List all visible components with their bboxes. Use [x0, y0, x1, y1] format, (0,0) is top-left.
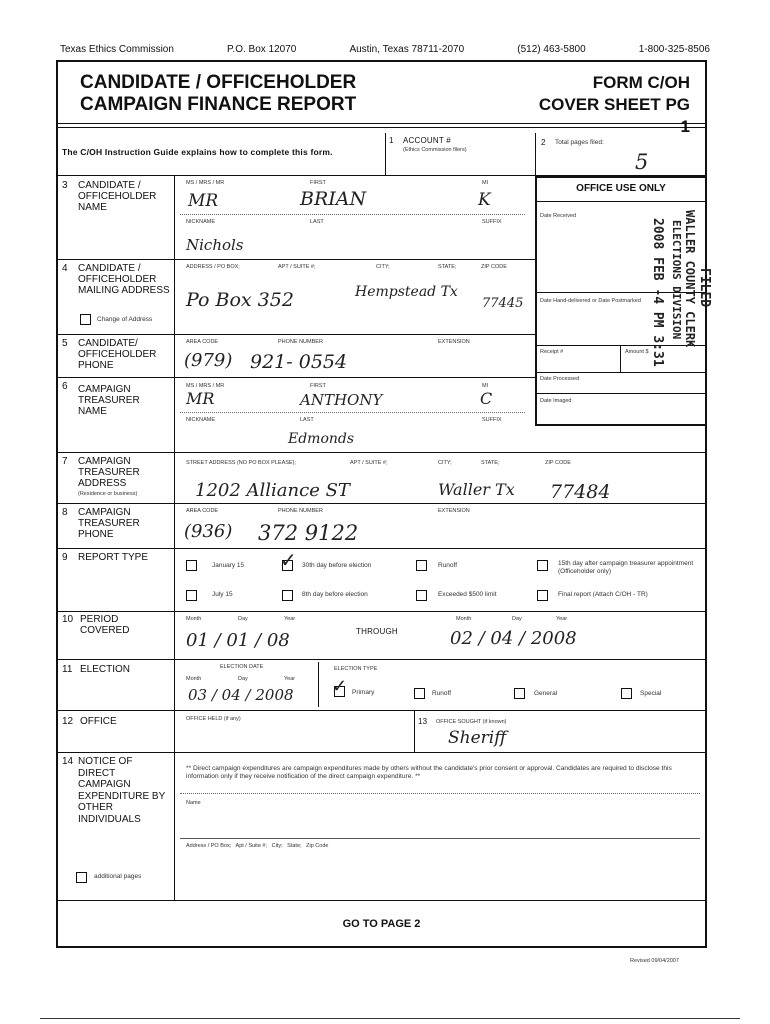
s9-day8: 8th day before election — [302, 591, 368, 598]
s6-mi: MI — [482, 383, 489, 389]
agency-phone: (512) 463-5800 — [517, 44, 586, 55]
rule — [174, 175, 175, 900]
s8-phone: PHONE NUMBER — [278, 508, 323, 514]
s14-additional: additional pages — [94, 873, 142, 880]
s11-day: Day — [238, 676, 248, 682]
s14-label: NOTICE OF DIRECT CAMPAIGN EXPENDITURE BY OTHER INDIVIDUALS — [78, 756, 166, 825]
top-header — [60, 44, 710, 55]
pages-num: 2 — [541, 138, 546, 147]
change-address-checkbox[interactable] — [80, 314, 91, 325]
s6-first: FIRST — [310, 383, 326, 389]
s11-runoff: Runoff — [432, 690, 452, 697]
s11-type: ELECTION TYPE — [334, 666, 378, 672]
rule — [56, 334, 535, 335]
s10-through: THROUGH — [356, 627, 398, 636]
s10-month: Month — [186, 616, 202, 622]
s10-month2: Month — [456, 616, 472, 622]
s8-phone-value: 372 9122 — [258, 521, 359, 545]
s11-label: ELECTION — [80, 664, 131, 675]
account-label: ACCOUNT # — [403, 136, 451, 145]
s10-year2: Year — [556, 616, 568, 622]
title-line2: CAMPAIGN FINANCE REPORT — [80, 94, 357, 115]
s6-num: 6 — [62, 381, 68, 392]
amount-label: Amount $ — [625, 349, 649, 355]
s3-suffix: SUFFIX — [482, 219, 502, 225]
rule — [56, 503, 707, 504]
s14-address: Address / PO Box; Apt / Suite #; City; State; Zip Code — [186, 843, 329, 849]
s3-first: FIRST — [310, 180, 326, 186]
s12-held: OFFICE HELD (if any) — [186, 716, 241, 722]
final-checkbox[interactable] — [537, 590, 548, 601]
s9-runoff: Runoff — [438, 562, 458, 569]
s4-label: CANDIDATE / OFFICEHOLDER MAILING ADDRESS — [78, 263, 170, 296]
rule — [56, 259, 535, 260]
s11-date: ELECTION DATE — [220, 664, 264, 670]
filed-stamp-office2: ELECTIONS DIVISION — [670, 220, 683, 340]
rule — [56, 659, 707, 660]
agency-name: Texas Ethics Commission — [60, 44, 174, 55]
filed-stamp-filed: FILED — [697, 268, 712, 308]
special-checkbox[interactable] — [621, 688, 632, 699]
s8-area: AREA CODE — [186, 508, 219, 514]
rule — [180, 412, 525, 413]
s9-label: REPORT TYPE — [78, 552, 149, 563]
s9-day15: 15th day after campaign treasurer appointment (Officeholder only) — [558, 560, 694, 575]
s6-nickname: NICKNAME — [186, 417, 216, 423]
s10-day2: Day — [512, 616, 522, 622]
s4-change: Change of Address — [97, 316, 153, 323]
s5-phone: PHONE NUMBER — [278, 339, 323, 345]
s6-last: LAST — [300, 417, 314, 423]
s9-day30: 30th day before election — [302, 562, 372, 569]
rule — [56, 452, 707, 453]
s6-first-value: ANTHONY — [300, 391, 383, 409]
go-to-page-2: GO TO PAGE 2 — [342, 918, 421, 930]
day8-checkbox[interactable] — [282, 590, 293, 601]
s4-zip-value: 77445 — [482, 296, 524, 311]
s3-label: CANDIDATE / OFFICEHOLDER NAME — [78, 180, 157, 213]
rule — [620, 345, 621, 372]
s11-month: Month — [186, 676, 202, 682]
s8-num: 8 — [62, 507, 68, 518]
form-id — [530, 72, 690, 138]
s11-year: Year — [284, 676, 296, 682]
instruction-text: The C/OH Instruction Guide explains how to complete this form. — [62, 147, 333, 157]
rule — [180, 214, 525, 215]
s4-zip: ZIP CODE — [481, 264, 507, 270]
s9-exceeded: Exceeded $500 limit — [438, 591, 497, 598]
runoff-election-checkbox[interactable] — [414, 688, 425, 699]
s5-num: 5 — [62, 338, 68, 349]
day15-checkbox[interactable] — [537, 560, 548, 571]
s14-text: ** Direct campaign expenditures are campaign expenditures made by others without the candidate's prior consent or approval. Candidates are required to disclose this information only if they receive notification of the direct campaign expenditure. ** — [186, 765, 672, 780]
rule — [318, 662, 319, 707]
rule — [56, 127, 707, 128]
s6-ms: MS / MRS / MR — [186, 383, 225, 389]
s3-mi: MI — [482, 180, 489, 186]
s6-suffix: SUFFIX — [482, 417, 502, 423]
s10-label: PERIOD COVERED — [80, 614, 130, 636]
s8-area-value: (936) — [184, 521, 233, 542]
jul15-checkbox[interactable] — [186, 590, 197, 601]
receipt-label: Receipt # — [540, 349, 564, 355]
s3-ms: MS / MRS / MR — [186, 180, 225, 186]
general-checkbox[interactable] — [514, 688, 525, 699]
s5-ext: EXTENSION — [438, 339, 470, 345]
s7-num: 7 — [62, 456, 68, 467]
rule — [535, 393, 707, 394]
rule — [56, 548, 707, 549]
date-imaged: Date Imaged — [540, 398, 572, 404]
agency-tollfree: 1-800-325-8506 — [638, 44, 710, 55]
s10-to-value: 02 / 04 / 2008 — [450, 628, 577, 649]
s8-label: CAMPAIGN TREASURER PHONE — [78, 507, 140, 540]
pages-label: Total pages filed: — [555, 139, 604, 146]
s11-primary: Primary — [352, 689, 375, 696]
s7-zip-value: 77484 — [550, 481, 611, 503]
primary-check-icon: ✓ — [332, 676, 348, 697]
rule — [535, 201, 707, 202]
s6-label: CAMPAIGN TREASURER NAME — [78, 384, 140, 417]
s4-address-value: Po Box 352 — [186, 289, 294, 311]
s3-last: LAST — [310, 219, 324, 225]
s7-sub: (Residence or business) — [78, 491, 138, 497]
s7-city: CITY; — [438, 460, 452, 466]
s7-zip: ZIP CODE — [545, 460, 571, 466]
rule — [535, 133, 536, 175]
rule — [535, 372, 707, 373]
date-processed: Date Processed — [540, 376, 580, 382]
rule — [40, 1018, 740, 1019]
s7-city-value: Waller Tx — [438, 480, 515, 499]
s7-apt: APT / SUITE #; — [350, 460, 388, 466]
s10-from-value: 01 / 01 / 08 — [186, 630, 290, 651]
s3-num: 3 — [62, 180, 68, 191]
s4-address: ADDRESS / PO BOX; — [186, 264, 240, 270]
s9-num: 9 — [62, 552, 68, 563]
s10-day: Day — [238, 616, 248, 622]
s4-state: STATE; — [438, 264, 457, 270]
s11-date-value: 03 / 04 / 2008 — [188, 686, 294, 704]
s8-ext: EXTENSION — [438, 508, 470, 514]
s10-year: Year — [284, 616, 296, 622]
s6-ms-value: MR — [186, 389, 215, 408]
rule — [385, 133, 386, 175]
agency-pobox: P.O. Box 12070 — [227, 44, 297, 55]
s7-street-value: 1202 Alliance ST — [195, 480, 350, 501]
s13-sought-value: Sheriff — [448, 728, 507, 748]
s9-jan: January 15 — [212, 562, 245, 569]
s13-num: 13 — [418, 717, 428, 726]
s9-jul: July 15 — [212, 591, 233, 598]
pages-value: 5 — [635, 150, 649, 174]
s14-name: Name — [186, 800, 201, 806]
s3-nickname: NICKNAME — [186, 219, 216, 225]
s3-first-value: BRIAN — [300, 188, 367, 210]
additional-pages-checkbox[interactable] — [76, 872, 87, 883]
rule — [56, 900, 707, 901]
s9-final: Final report (Attach C/OH - TR) — [558, 591, 648, 598]
jan15-checkbox[interactable] — [186, 560, 197, 571]
s4-city-value: Hempstead Tx — [355, 284, 458, 300]
check-mark-icon: ✓ — [280, 548, 297, 572]
s5-phone-value: 921- 0554 — [250, 351, 348, 373]
s5-area: AREA CODE — [186, 339, 219, 345]
s11-num: 11 — [62, 664, 73, 675]
cover-sheet: COVER SHEET PG — [538, 95, 690, 114]
filed-stamp-date: 2008 FEB -4 PM 3:31 — [650, 218, 665, 367]
account-sub: (Ethics Commission filers) — [403, 147, 467, 153]
s4-city: CITY; — [376, 264, 390, 270]
s3-ms-value: MR — [188, 191, 219, 211]
rule — [414, 710, 415, 752]
filed-stamp-office1: WALLER COUNTY CLERK — [683, 210, 697, 348]
rule — [56, 752, 707, 753]
s5-area-value: (979) — [184, 350, 233, 371]
exceeded-checkbox[interactable] — [416, 590, 427, 601]
s6-last-value: Edmonds — [288, 431, 355, 447]
s3-last-value: Nichols — [186, 236, 244, 254]
s7-label: CAMPAIGN TREASURER ADDRESS — [78, 456, 140, 489]
form-code: FORM C/OH — [592, 73, 690, 92]
date-received: Date Received — [540, 213, 577, 219]
s11-special: Special — [640, 690, 662, 697]
rule — [180, 793, 700, 794]
agency-city: Austin, Texas 78711-2070 — [349, 44, 465, 55]
rule — [535, 345, 707, 346]
s7-street: STREET ADDRESS (NO PO BOX PLEASE); — [186, 460, 296, 466]
s13-label: OFFICE SOUGHT (if known) — [436, 719, 507, 725]
rule — [56, 377, 535, 378]
runoff-checkbox[interactable] — [416, 560, 427, 571]
form-title — [80, 72, 356, 116]
s7-state: STATE; — [481, 460, 500, 466]
date-hand-delivered: Date Hand-delivered or Date Postmarked — [540, 298, 641, 304]
s5-label: CANDIDATE/ OFFICEHOLDER PHONE — [78, 338, 157, 371]
s10-num: 10 — [62, 614, 74, 625]
title-line1: CANDIDATE / OFFICEHOLDER — [80, 72, 357, 93]
revised-date: Revised 09/04/2007 — [630, 958, 679, 964]
s12-num: 12 — [62, 716, 74, 727]
account-num: 1 — [389, 136, 394, 145]
rule — [180, 838, 700, 839]
rule — [56, 611, 707, 612]
s3-mi-value: K — [478, 190, 491, 210]
rule — [56, 710, 707, 711]
s6-mi-value: C — [480, 389, 493, 408]
office-use-title: OFFICE USE ONLY — [576, 183, 666, 194]
rule — [56, 123, 707, 124]
s11-general: General — [534, 690, 558, 697]
s4-num: 4 — [62, 263, 68, 274]
s4-apt: APT / SUITE #; — [278, 264, 316, 270]
s14-num: 14 — [62, 756, 74, 767]
s12-label: OFFICE — [80, 716, 117, 727]
